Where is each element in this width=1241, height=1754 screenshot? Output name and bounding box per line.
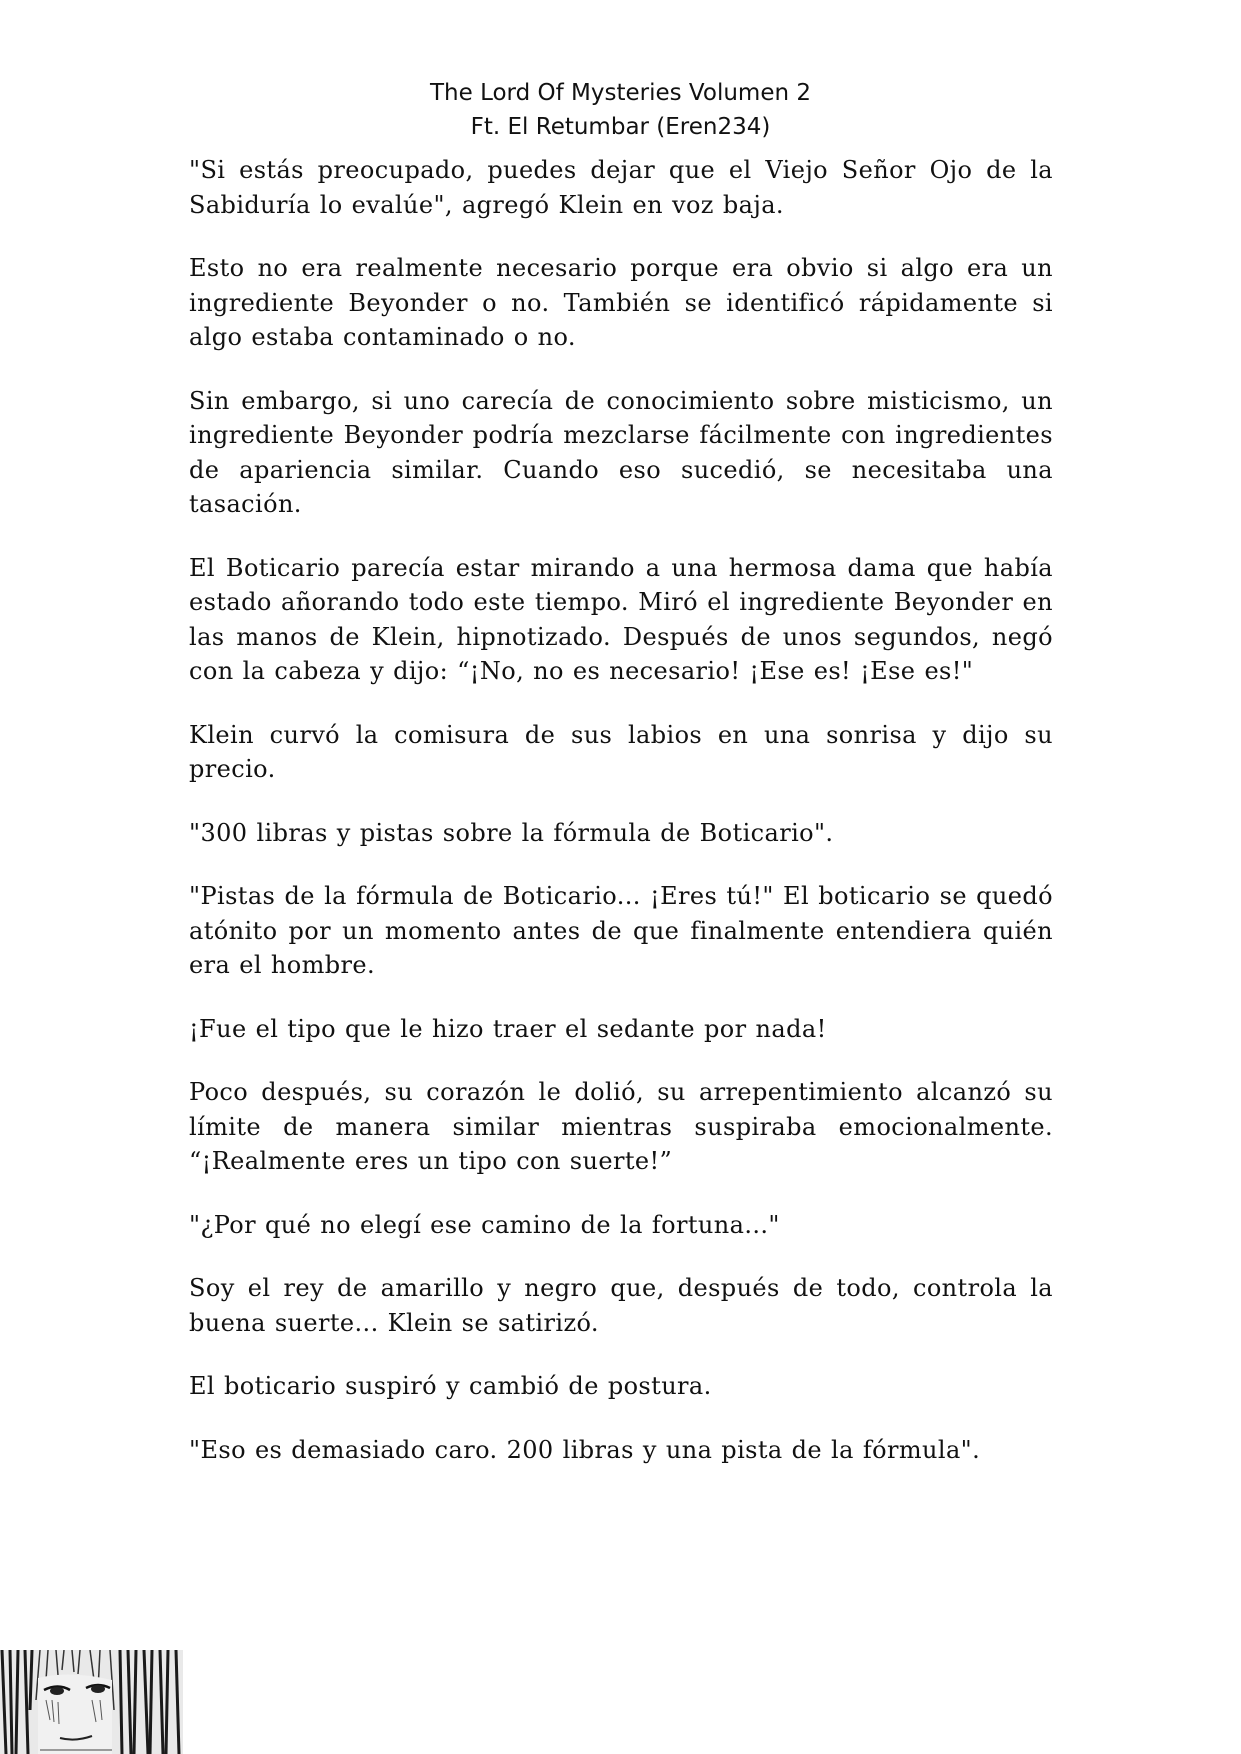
paragraph: Esto no era realmente necesario porque era obvio si algo era un ingrediente Beyonder o no. También se identificó rápidamente si algo estaba contaminado o no. [189, 254, 1053, 351]
paragraph: Sin embargo, si uno carecía de conocimiento sobre misticismo, un ingrediente Beyonder podría mezclarse fácilmente con ingredientes de apariencia similar. Cuando eso sucedió, se necesitaba una tasación. [189, 386, 1053, 518]
anime-portrait-image [0, 1650, 183, 1754]
paragraph: "Si estás preocupado, puedes dejar que el Viejo Señor Ojo de la Sabiduría lo evalúe", agregó Klein en voz baja. [189, 156, 1053, 219]
document-title: The Lord Of Mysteries Volumen 2 [429, 80, 811, 106]
document-body [189, 153, 1053, 1467]
paragraph: "300 libras y pistas sobre la fórmula de Boticario". [189, 818, 834, 847]
paragraph: El boticario suspiró y cambió de postura. [189, 1372, 712, 1400]
page-header [0, 76, 1241, 144]
paragraph: Poco después, su corazón le dolió, su arrepentimiento alcanzó su límite de manera similar mientras suspiraba emocionalmente. “¡Realmente eres un tipo con suerte!” [189, 1078, 1053, 1175]
paragraph: "Pistas de la fórmula de Boticario... ¡Eres tú!" El boticario se quedó atónito por un momento antes de que finalmente entendiera quién era el hombre. [189, 882, 1053, 979]
paragraph: El Boticario parecía estar mirando a una hermosa dama que había estado añorando todo este tiempo. Miró el ingrediente Beyonder en las manos de Klein, hipnotizado. Después de unos segundos, negó con la cabeza y dijo: “¡No, no es necesario! ¡Ese es! ¡Ese es!" [189, 553, 1053, 685]
paragraph: "¿Por qué no elegí ese camino de la fortuna..." [189, 1210, 780, 1239]
document-credit: Ft. El Retumbar (Eren234) [470, 114, 771, 140]
paragraph: Klein curvó la comisura de sus labios en una sonrisa y dijo su precio. [189, 720, 1053, 783]
paragraph: "Eso es demasiado caro. 200 libras y una pista de la fórmula". [189, 1435, 981, 1464]
paragraph: ¡Fue el tipo que le hizo traer el sedante por nada! [189, 1014, 827, 1043]
paragraph: Soy el rey de amarillo y negro que, después de todo, controla la buena suerte... Klein se satirizó. [189, 1274, 1053, 1337]
